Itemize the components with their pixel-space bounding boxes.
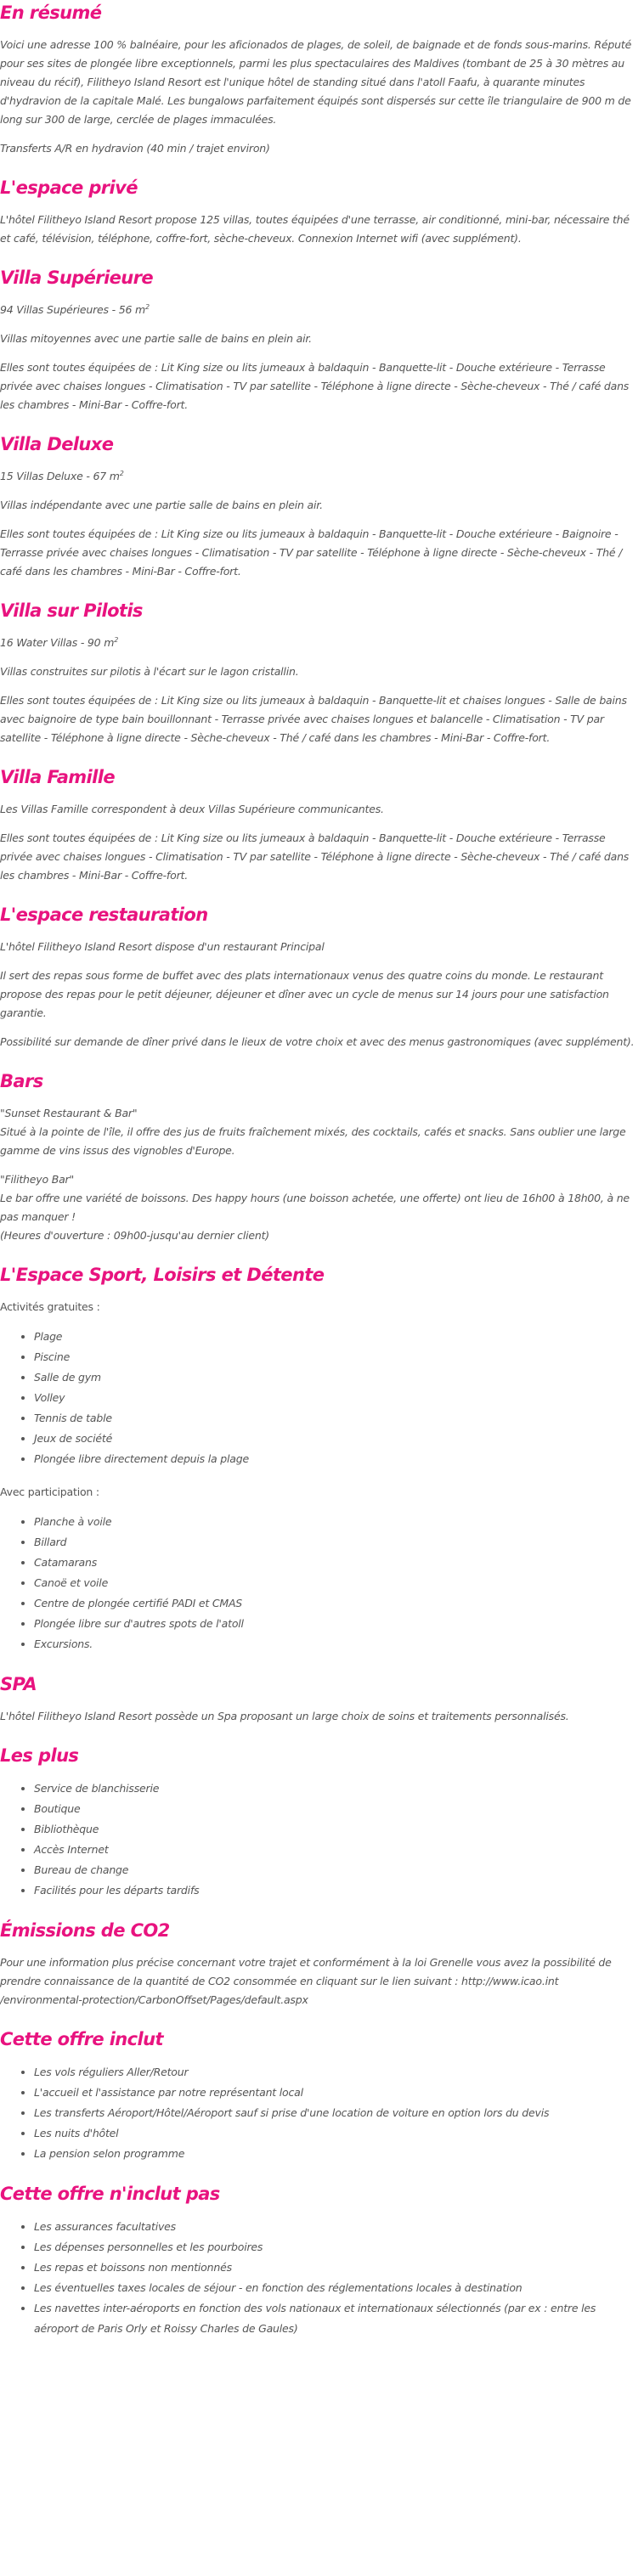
list-item: • Les vols réguliers Aller/Retour bbox=[34, 2062, 636, 2083]
villa-size-text: 16 Water Villas - 90 m bbox=[0, 636, 115, 649]
list-item: • Facilités pour les départs tardifs bbox=[34, 1880, 636, 1901]
section-bars bbox=[0, 1070, 636, 1245]
section-offre-inclut bbox=[0, 2028, 636, 2164]
list-item: • Salle de gym bbox=[34, 1367, 636, 1388]
list-item: • Les navettes inter-aéroports en fonction des vols nationaux et internationaux sélectionnés (par ex : entre les aéroport de Paris Orly et Roissy Charles de Gaules) bbox=[34, 2298, 636, 2339]
paragraph: Pour une information plus précise concernant votre trajet et conformément à la loi Grenelle vous avez la possibilité de prendre connaissance de la quantité de CO2 consommée en cliquant sur le lien suivant : http://www.icao.int /environmental-protection/CarbonOffset/Pages/default.aspx bbox=[0, 1956, 612, 2006]
list-item: • Plongée libre sur d'autres spots de l'atoll bbox=[34, 1614, 636, 1634]
list-item: • Plage bbox=[34, 1327, 636, 1347]
list-item: • Billard bbox=[34, 1532, 636, 1553]
list-item: • Jeux de société bbox=[34, 1429, 636, 1449]
section-villa-famille bbox=[0, 766, 636, 885]
list-item: • Les éventuelles taxes locales de séjour - en fonction des réglementations locales à destination bbox=[34, 2278, 636, 2298]
section-title: L'espace restauration bbox=[0, 905, 208, 925]
list-item: • Les nuits d'hôtel bbox=[34, 2123, 636, 2144]
unit-exponent: 2 bbox=[114, 635, 119, 644]
paragraph: Transferts A/R en hydravion (40 min / trajet environ) bbox=[0, 142, 270, 155]
paragraph: Elles sont toutes équipées de : Lit King size ou lits jumeaux à baldaquin - Banquette-lit - Douche extérieure - Terrasse privée avec chaises longues - Climatisation - TV par satellite - Téléphone à ligne directe - Sèche-cheveux - Thé / café dans les chambres - Mini-Bar - Coffre-fort. bbox=[0, 361, 630, 411]
villa-size-text: 94 Villas Supérieures - 56 m bbox=[0, 303, 145, 316]
list-item: • Piscine bbox=[34, 1347, 636, 1367]
section-spa bbox=[0, 1673, 636, 1726]
section-title: Cette offre n'inclut pas bbox=[0, 2184, 220, 2204]
list-item: • Les repas et boissons non mentionnés bbox=[34, 2258, 636, 2278]
paragraph: Villas construites sur pilotis à l'écart sur le lagon cristallin. bbox=[0, 665, 299, 678]
list-item: • Boutique bbox=[34, 1799, 636, 1819]
paragraph: Le bar offre une variété de boissons. Des happy hours (une boisson achetée, une offerte) ont lieu de 16h00 à 18h00, à ne pas manquer ! bbox=[0, 1192, 630, 1223]
list-item: • Catamarans bbox=[34, 1553, 636, 1573]
paragraph: Elles sont toutes équipées de : Lit King size ou lits jumeaux à baldaquin - Banquette-lit et chaises longues - Salle de bains avec baignoire de type bain bouillonnant - Terrasse privée avec chaises longues et balancelle - Climatisation - TV par satellite - Téléphone à ligne directe - Sèche-cheveux - Thé / café dans les chambres - Mini-Bar - Coffre-fort. bbox=[0, 694, 627, 744]
section-villa-superieure bbox=[0, 267, 636, 414]
list-item: • Excursions. bbox=[34, 1634, 636, 1654]
list-item: • Volley bbox=[34, 1388, 636, 1408]
list-item: • Bureau de change bbox=[34, 1860, 636, 1880]
section-co2 bbox=[0, 1919, 636, 2010]
section-title: SPA bbox=[0, 1674, 37, 1694]
paragraph: Voici une adresse 100 % balnéaire, pour les aficionados de plages, de soleil, de baignade et de fonds sous-marins. Réputé pour ses sites de plongée libre exceptionnels, parmi les plus spectaculaires des Maldives (tombant de 25 à 30 mètres au niveau du récif), Filitheyo Island Resort est l'unique hôtel de standing situé dans l'atoll Faafu, à quarante minutes d'hydravion de la capitale Malé. Les bungalows parfaitement équipés sont dispersés sur cette île triangulaire de 900 m de long sur 300 de large, cerclée de plages immaculées. bbox=[0, 38, 632, 126]
section-title: Villa Supérieure bbox=[0, 268, 154, 288]
page-content bbox=[0, 2, 644, 2375]
list-item: • Les dépenses personnelles et les pourboires bbox=[34, 2237, 636, 2258]
opening-hours: (Heures d'ouverture : 09h00-jusqu'au dernier client) bbox=[0, 1229, 269, 1242]
list-item: • Accès Internet bbox=[34, 1840, 636, 1860]
villa-size-text: 15 Villas Deluxe - 67 m bbox=[0, 470, 120, 482]
paragraph: Les Villas Famille correspondent à deux Villas Supérieure communicantes. bbox=[0, 803, 384, 815]
paragraph: Villas mitoyennes avec une partie salle de bains en plein air. bbox=[0, 332, 312, 345]
section-villa-deluxe bbox=[0, 433, 636, 581]
section-title: Villa sur Pilotis bbox=[0, 600, 143, 621]
list-included bbox=[0, 2062, 636, 2164]
villa-size bbox=[0, 301, 636, 319]
villa-size bbox=[0, 634, 636, 652]
list-item: • Canoë et voile bbox=[34, 1573, 636, 1593]
unit-exponent: 2 bbox=[119, 469, 124, 477]
section-title: Cette offre inclut bbox=[0, 2029, 163, 2049]
list-item: • Les transferts Aéroport/Hôtel/Aéroport sauf si prise d'une location de voiture en option lors du devis bbox=[34, 2103, 636, 2123]
list-item: • Plongée libre directement depuis la plage bbox=[34, 1449, 636, 1469]
section-title: Villa Famille bbox=[0, 767, 115, 787]
section-title: Villa Deluxe bbox=[0, 434, 114, 454]
paragraph: L'hôtel Filitheyo Island Resort possède un Spa proposant un large choix de soins et traitements personnalisés. bbox=[0, 1710, 569, 1722]
paragraph: L'hôtel Filitheyo Island Resort dispose d'un restaurant Principal bbox=[0, 940, 325, 953]
paragraph: Elles sont toutes équipées de : Lit King size ou lits jumeaux à baldaquin - Banquette-lit - Douche extérieure - Baignoire - Terrasse privée avec chaises longues - Climatisation - TV par satellite - Téléphone à ligne directe - Sèche-cheveux - Thé / café dans les chambres - Mini-Bar - Coffre-fort. bbox=[0, 527, 623, 578]
paragraph: Elles sont toutes équipées de : Lit King size ou lits jumeaux à baldaquin - Banquette-lit - Douche extérieure - Terrasse privée avec chaises longues - Climatisation - TV par satellite - Téléphone à ligne directe - Sèche-cheveux - Thé / café dans les chambres - Mini-Bar - Coffre-fort. bbox=[0, 831, 630, 882]
section-resume bbox=[0, 2, 636, 158]
list-paid-activities bbox=[0, 1512, 636, 1654]
list-item: • Planche à voile bbox=[34, 1512, 636, 1532]
list-item: • Centre de plongée certifié PADI et CMAS bbox=[34, 1593, 636, 1614]
list-extras bbox=[0, 1778, 636, 1901]
section-title: En résumé bbox=[0, 3, 102, 23]
bar-name: "Sunset Restaurant & Bar" bbox=[0, 1107, 138, 1119]
section-title: Les plus bbox=[0, 1745, 79, 1766]
section-offre-ninclut-pas bbox=[0, 2183, 636, 2339]
list-item: • Tennis de table bbox=[34, 1408, 636, 1429]
list-label: Activités gratuites : bbox=[0, 1300, 100, 1313]
list-item: • Bibliothèque bbox=[34, 1819, 636, 1840]
list-not-included bbox=[0, 2217, 636, 2339]
section-title: L'espace privé bbox=[0, 178, 138, 198]
section-title: L'Espace Sport, Loisirs et Détente bbox=[0, 1265, 325, 1285]
list-item: • Service de blanchisserie bbox=[34, 1778, 636, 1799]
section-title: Émissions de CO2 bbox=[0, 1920, 170, 1941]
section-title: Bars bbox=[0, 1071, 43, 1091]
list-label: Avec participation : bbox=[0, 1485, 99, 1498]
paragraph: Il sert des repas sous forme de buffet avec des plats internationaux venus des quatre coins du monde. Le restaurant propose des repas pour le petit déjeuner, déjeuner et dîner avec un cycle de menus sur 14 jours pour une satisfaction garantie. bbox=[0, 969, 609, 1019]
paragraph: Situé à la pointe de l'île, il offre des jus de fruits fraîchement mixés, des cocktails, cafés et snacks. Sans oublier une large gamme de vins issus des vignobles d'Europe. bbox=[0, 1125, 626, 1157]
list-item: • La pension selon programme bbox=[34, 2144, 636, 2164]
list-item: • Les assurances facultatives bbox=[34, 2217, 636, 2237]
section-villa-pilotis bbox=[0, 600, 636, 747]
section-espace-prive bbox=[0, 177, 636, 248]
paragraph: Possibilité sur demande de dîner privé dans le lieux de votre choix et avec des menus gastronomiques (avec supplément). bbox=[0, 1035, 635, 1048]
section-sport bbox=[0, 1264, 636, 1654]
paragraph: Villas indépendante avec une partie salle de bains en plein air. bbox=[0, 499, 323, 511]
section-les-plus bbox=[0, 1745, 636, 1901]
section-restauration bbox=[0, 904, 636, 1051]
list-item: • L'accueil et l'assistance par notre représentant local bbox=[34, 2083, 636, 2103]
list-free-activities bbox=[0, 1327, 636, 1469]
paragraph: L'hôtel Filitheyo Island Resort propose 125 villas, toutes équipées d'une terrasse, air conditionné, mini-bar, nécessaire thé et café, télévision, téléphone, coffre-fort, sèche-cheveux. Connexion Internet wifi (avec supplément). bbox=[0, 213, 630, 245]
unit-exponent: 2 bbox=[144, 302, 150, 311]
bar-name: "Filitheyo Bar" bbox=[0, 1173, 75, 1186]
villa-size bbox=[0, 467, 636, 486]
